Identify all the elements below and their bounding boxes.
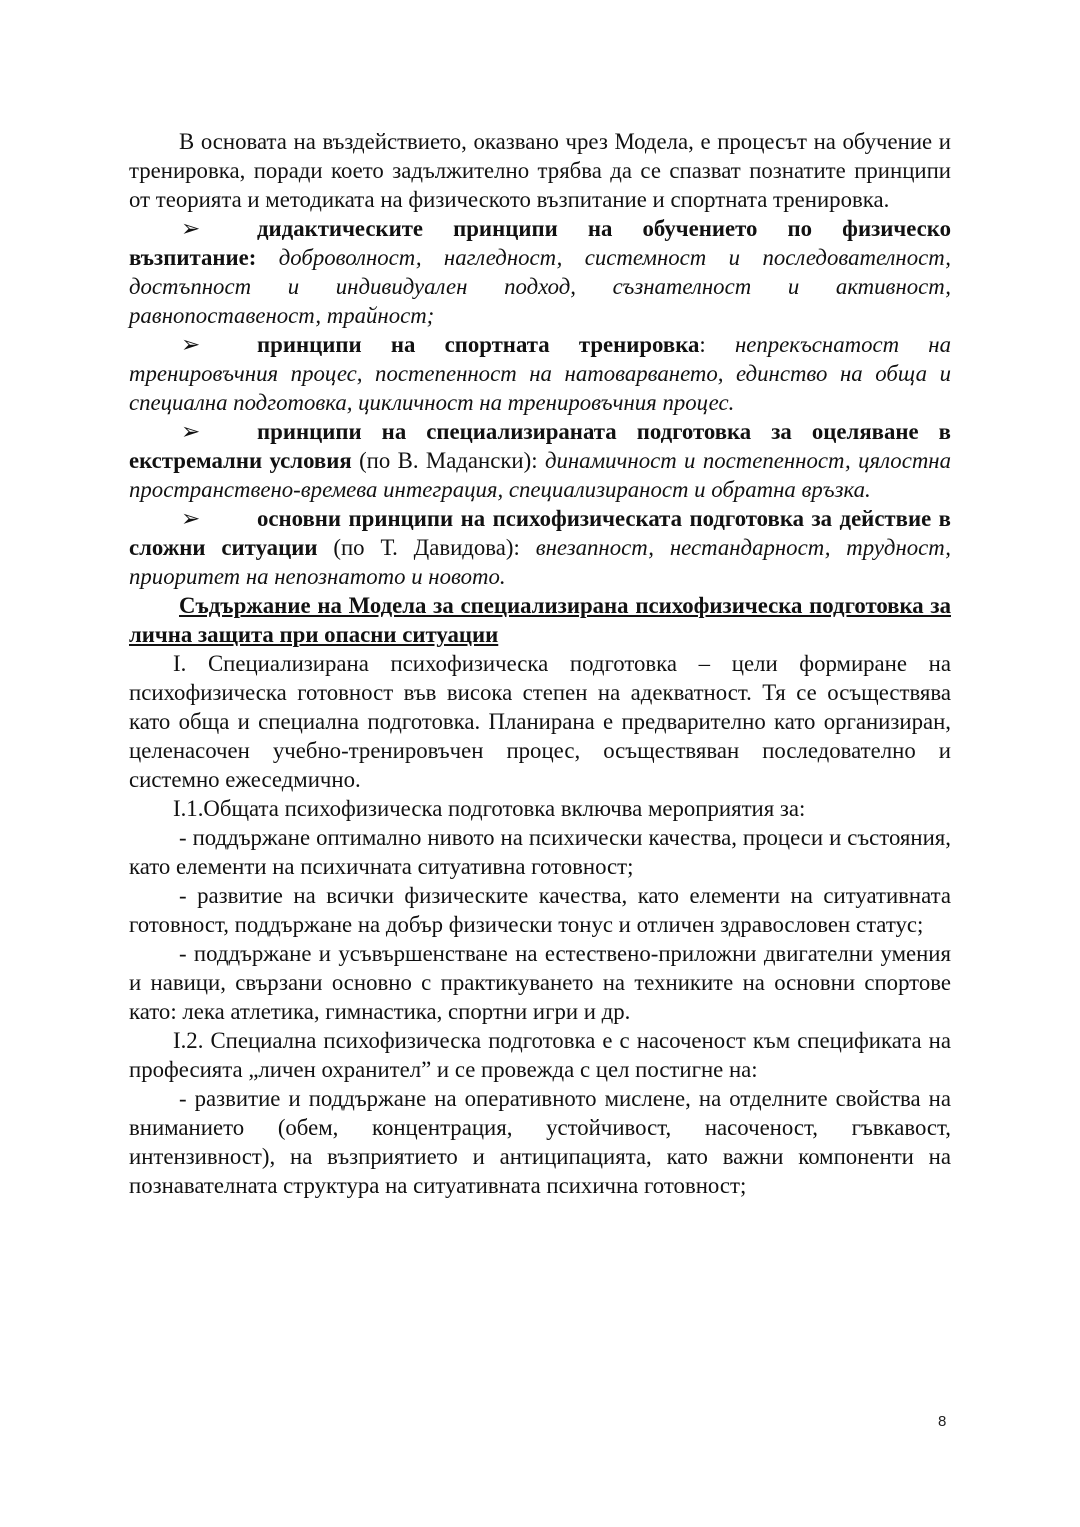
bullet-title: принципи на спортната тренировка <box>257 332 700 357</box>
arrow-bullet-icon: ➢ <box>181 506 201 531</box>
bullet-note: : <box>699 332 735 357</box>
bullet-item <box>129 417 951 504</box>
arrow-bullet-icon: ➢ <box>181 419 201 444</box>
bullet-item <box>129 330 951 417</box>
bullet-items: непрекъснатост на тренировъчния процес, постепенност на натоварването, единство на обща и специална подготовка, цикличност на тренировъчния процес. <box>129 332 951 415</box>
bullet-item <box>129 214 951 330</box>
bullet-item <box>129 504 951 591</box>
body-paragraph: I.2. Специална психофизическа подготовка е с насоченост към спецификата на професията „личен охранител” и се провежда с цел постигне на: <box>129 1028 951 1082</box>
bullet-title: дидактическите принципи на обучението по физическо възпитание: <box>129 216 951 270</box>
bullet-items: динамичност и постепенност, цялостна пространствено-времева интеграция, специализираност и обратна връзка. <box>129 448 951 502</box>
bullet-title: основни принципи на психофизическата подготовка за действие в сложни ситуации <box>129 506 951 560</box>
bullet-title: принципи на специализираната подготовка за оцеляване в екстремални условия <box>129 419 951 473</box>
document-page <box>129 127 951 1200</box>
body-paragraph: - поддържане и усъвършенстване на естествено-приложни двигателни умения и навици, свързани основно с практикуването на техниките на основни спортове като: лека атлетика, гимнастика, спортни игри и др. <box>129 941 951 1024</box>
bullet-note: (по В. Мадански): <box>351 448 545 473</box>
bullet-items: внезапност, нестандарност, трудност, приоритет на непознатото и новото. <box>129 535 952 589</box>
bullet-items: доброволност, нагледност, системност и последователност, достъпност и индивидуален подход, съзнателност и активност, равнопоставеност, трайност; <box>129 245 951 328</box>
arrow-bullet-icon: ➢ <box>181 216 201 241</box>
body-paragraph: - развитие и поддържане на оперативното мислене, на отделните свойства на вниманието (обем, концентрация, устойчивост, насоченост, гъвкавост, интензивност), на възприятието и антиципацията, като важни компоненти на познавателната структура на ситуативната психична готовност; <box>129 1086 951 1198</box>
intro-paragraph: В основата на въздействието, оказвано чрез Модела, е процесът на обучение и тренировка, поради което задължително трябва да се спазват познатите принципи от теорията и методиката на физическото възпитание и спортната тренировка. <box>129 129 951 212</box>
arrow-bullet-icon: ➢ <box>181 332 201 357</box>
section-heading: Съдържание на Модела за специализирана психофизическа подготовка за лична защита при опасни ситуации <box>129 593 951 647</box>
body-paragraph: I. Специализирана психофизическа подготовка – цели формиране на психофизическа готовност във висока степен на адекватност. Тя се осъществява като обща и специална подготовка. Планирана е предварително като организиран, целенасочен учебно-тренировъчен процес, осъществяван последователно и системно ежеседмично. <box>129 651 951 792</box>
body-paragraph: - развитие на всички физическите качества, като елементи на ситуативната готовност, поддържане на добър физически тонус и отличен здравословен статус; <box>129 883 951 937</box>
page-number: 8 <box>938 1413 947 1430</box>
body-paragraph: I.1.Общата психофизическа подготовка включва мероприятия за: <box>173 796 806 821</box>
bullet-note: (по Т. Давидова): <box>317 535 536 560</box>
body-paragraph: - поддържане оптимално нивото на психически качества, процеси и състояния, като елементи на психичната ситуативна готовност; <box>129 825 951 879</box>
